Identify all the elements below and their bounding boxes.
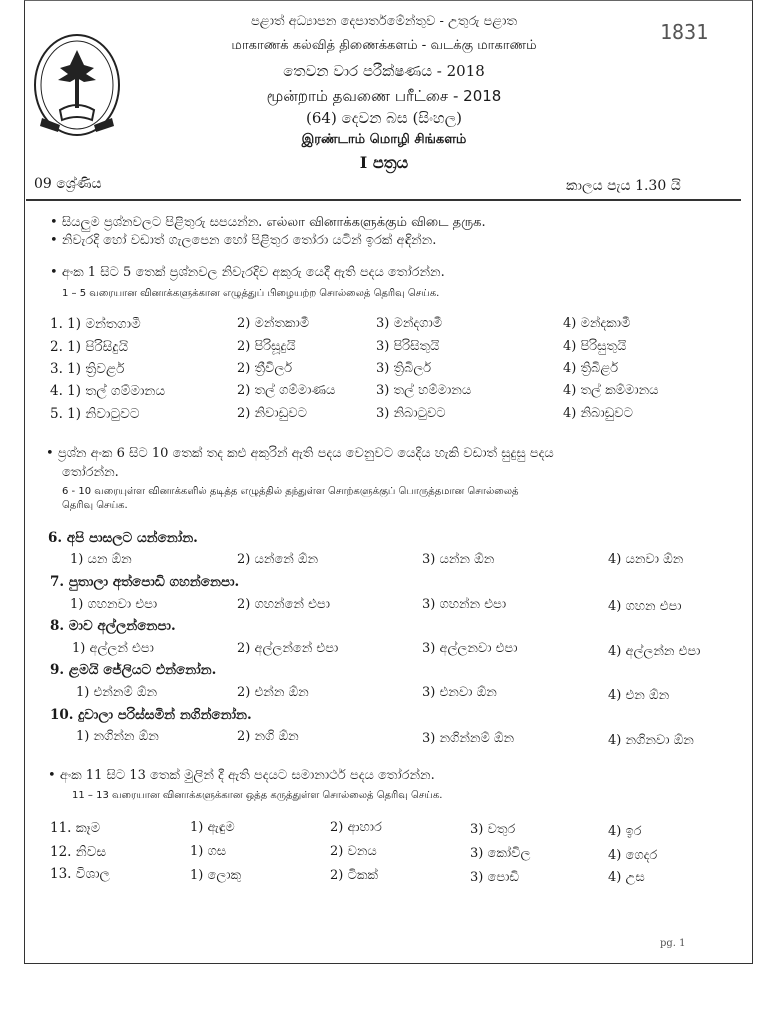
option[interactable]: 3) තල් හම්මානය <box>376 383 472 398</box>
question-7: 7. පුතාලා අත්පොඩි ගහන්නෙපා. <box>50 574 240 590</box>
section2-tamil-instruction: 6 - 10 வரையுள்ள வினாக்களில் தடித்த எழுத்தில் தந்துள்ள சொற்களுக்குப் பொருத்தமான சொல்லைத் <box>62 486 519 497</box>
option[interactable]: 2) නගි ඕන <box>237 729 299 744</box>
option[interactable]: 1) යන ඕන <box>70 552 132 567</box>
option[interactable]: 1) ගහනවා එපා <box>70 597 158 612</box>
question-2: 2. 1) පිරිසිදුයි <box>50 339 129 355</box>
option[interactable]: 1) නගින්න ඕන <box>76 729 159 744</box>
option[interactable]: 1) ඇඳුම <box>190 820 235 835</box>
question-6: 6. අපි පාසලට යන්නෝන. <box>48 530 198 546</box>
option[interactable]: 4) නිබාඩුවට <box>563 406 633 421</box>
option[interactable]: 3) යන්න ඕන <box>422 552 495 567</box>
option[interactable]: 2) යන්නේ ඕන <box>237 552 319 567</box>
header-line-sinhala-exam: තෙවන වාර පරීක්ෂණය - 2018 <box>283 62 485 80</box>
option[interactable]: 2) වනය <box>330 844 377 859</box>
provincial-emblem-logo <box>30 30 124 140</box>
option[interactable]: 4) ගෙදර <box>608 848 658 863</box>
question-11: 11. කෑම <box>50 820 101 836</box>
serial-number: 1831 <box>660 20 709 44</box>
option[interactable]: 3) අල්ලනවා එපා <box>422 641 518 656</box>
option[interactable]: 2) මන්තකාමී <box>237 316 310 331</box>
option[interactable]: 4) තල් කම්මානය <box>563 383 659 398</box>
option[interactable]: 4) ගහන එපා <box>608 599 682 614</box>
option[interactable]: 1) අල්ලන් එපා <box>72 641 154 656</box>
section2-instruction: • ප්‍රශ්න අංක 6 සිට 10 තෙක් තද කළු අකුරින් ඇති පදය වෙනුවට යෙදිය හැකි වඩාත් සුදුසු පදය <box>46 446 554 461</box>
option[interactable]: 2) ත්‍රීවිලර් <box>237 361 293 376</box>
option[interactable]: 1) ගස <box>190 844 227 859</box>
option[interactable]: 2) අල්ලන්නේ එපා <box>237 641 339 656</box>
question-3: 3. 1) ත්‍රිවළර් <box>50 361 125 377</box>
option[interactable]: 3) පිරිසිතුයි <box>376 339 440 354</box>
header-line-tamil-dept: மாகாணக் கல்வித் திணைக்களம் - வடக்கு மாகாணம் <box>231 38 537 53</box>
option[interactable]: 4) නගිනවා ඕන <box>608 733 694 748</box>
option[interactable]: 4) මන්දකාමී <box>563 316 631 331</box>
question-1: 1. 1) මන්තගාමී <box>50 316 141 332</box>
paper-number: I පත්‍රය <box>359 153 409 172</box>
option[interactable]: 3) කෝවිල <box>470 846 531 861</box>
option[interactable]: 3) පොඩි <box>470 870 520 885</box>
header-line-tamil-exam: மூன்றாம் தவணை பரீட்சை - 2018 <box>266 87 502 105</box>
option[interactable]: 4) යනවා ඕන <box>608 552 684 567</box>
option[interactable]: 2) නිවාඩුවට <box>237 406 307 421</box>
time-label: කාලය පැය 1.30 යි <box>566 178 681 194</box>
option[interactable]: 1) ලොකු <box>190 868 242 883</box>
question-9: 9. ළමයි ජේලියට එන්නෝන. <box>50 662 217 678</box>
header-line-subject-sinhala: (64) දෙවන බස (සිංහල) <box>306 109 462 127</box>
grade-label: 09 ශ්‍රේණිය <box>34 176 102 192</box>
option[interactable]: 4) එන ඕන <box>608 688 670 703</box>
question-12: 12. නිවස <box>50 844 107 860</box>
option[interactable]: 2) තල් ගම්මාණය <box>237 383 336 398</box>
option[interactable]: 4) ඉර <box>608 824 642 839</box>
option[interactable]: 3) එනවා ඕන <box>422 685 497 700</box>
question-8: 8. මාව අල්ලන්නෙපා. <box>50 618 176 634</box>
option[interactable]: 2) එන්න ඕන <box>237 685 309 700</box>
instruction-item: • නිවැරදි හෝ වඩාත් ගැලපෙන හෝ පිළිතුර තෝරා යටින් ඉරක් අඳින්න. <box>50 233 437 248</box>
option[interactable]: 1) එන්නම් ඕන <box>76 685 158 700</box>
option[interactable]: 4) ත්‍රිබිළර් <box>563 361 619 376</box>
question-5: 5. 1) නිවාටුවට <box>50 406 140 422</box>
header-line-subject-tamil: இரண்டாம் மொழி சிங்களம் <box>301 132 467 147</box>
header-separator <box>26 199 741 201</box>
option[interactable]: 3) මන්දගාමී <box>376 316 443 331</box>
option[interactable]: 2) ටිකක් <box>330 868 378 883</box>
question-4: 4. 1) තල් ගම්මානය <box>50 383 166 399</box>
page-number: pg. 1 <box>660 938 686 949</box>
section1-tamil-instruction: 1 – 5 வரையான வினாக்களுக்கான எழுத்துப் பிழையற்ற சொல்லைத் தெரிவு செய்க. <box>62 288 440 299</box>
option[interactable]: 4) පිරිසුතුයි <box>563 339 627 354</box>
option[interactable]: 3) නිබාටුවට <box>376 406 446 421</box>
section2-instruction-cont: තෝරන්න. <box>62 465 119 480</box>
option[interactable]: 4) උස <box>608 870 645 885</box>
option[interactable]: 3) නගින්නම් ඕන <box>422 731 515 746</box>
option[interactable]: 3) වතුර <box>470 822 516 837</box>
option[interactable]: 2) ආහාර <box>330 820 382 835</box>
header-line-sinhala-dept: පළාත් අධ්‍යාපන දෙපාර්තමේන්තුව - උතුරු පළාත <box>250 14 517 29</box>
section1-instruction: • අංක 1 සිට 5 තෙක් ප්‍රශ්නවල නිවැරදිව අකුරු යෙදී ඇති පදය තෝරන්න. <box>50 265 445 280</box>
option[interactable]: 2) ගහන්නේ එපා <box>237 597 330 612</box>
section3-instruction: • අංක 11 සිට 13 තෙක් මුලින් දී ඇති පදයට සමානාර්ථ පදය තෝරන්න. <box>48 768 435 783</box>
option[interactable]: 2) පිරිසූදුයි <box>237 339 296 354</box>
option[interactable]: 3) ගහන්න එපා <box>422 597 507 612</box>
section2-tamil-instruction-cont: தெரிவு செய்க. <box>62 500 128 511</box>
instruction-item: • සියලුම ප්‍රශ්නවලට පිළිතුරු සපයන්න. எல்லா வினாக்களுக்கும் விடை தருக. <box>50 215 486 230</box>
question-13: 13. විශාල <box>50 866 110 882</box>
option[interactable]: 4) අල්ලන්න එපා <box>608 644 701 659</box>
option[interactable]: 3) ත්‍රිබිලර් <box>376 361 432 376</box>
question-10: 10. දුවාලා පරිස්සමින් නගින්නෝන. <box>50 707 252 723</box>
section3-tamil-instruction: 11 – 13 வரையான வினாக்களுக்கான ஒத்த கருத்துள்ள சொல்லைத் தெரிவு செய்க. <box>72 790 443 801</box>
